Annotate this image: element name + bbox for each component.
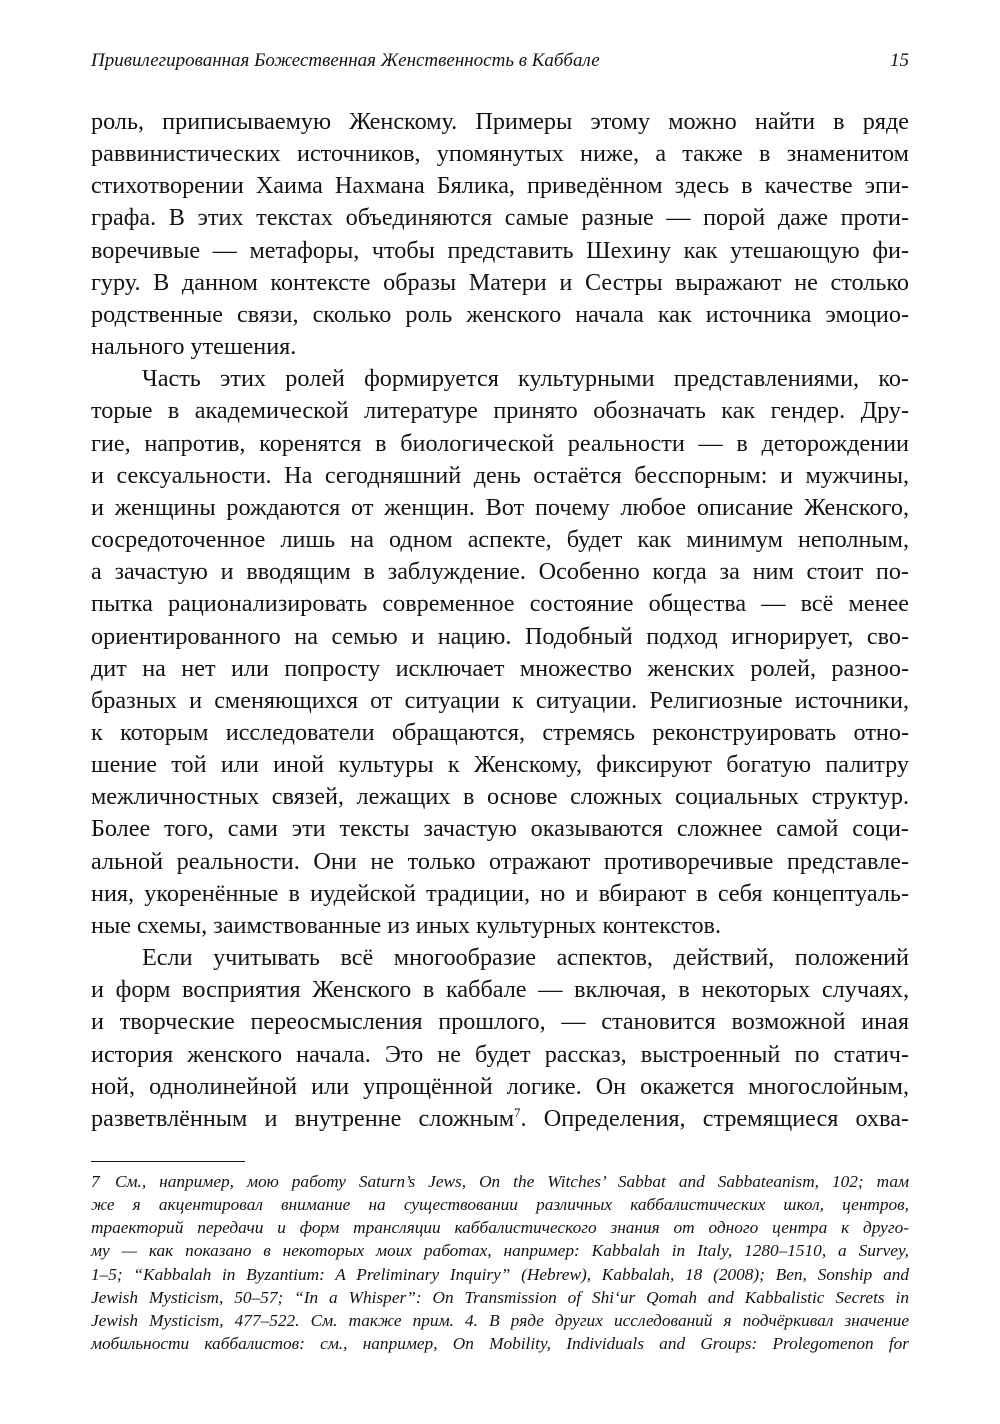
text-fragment: . Определения, стремящиеся охва-	[520, 1104, 909, 1132]
running-head-title: Привилегированная Божественная Женственность в Каббале	[91, 50, 600, 71]
text-line: история женского начала. Это не будет рассказ, выстроенный по статич-	[91, 1040, 909, 1068]
footnote-line: мобильности каббалистов: см., например, On Mobility, Individuals and Groups: Prolegomenon for	[91, 1334, 909, 1354]
footnote-reference[interactable]: 7	[514, 1104, 521, 1120]
text-line: воречивые — метафоры, чтобы представить Шехину как утешающую фи-	[91, 236, 909, 264]
footnote-line	[91, 1170, 909, 1193]
text-line: и сексуальности. На сегодняшний день остаётся бесспорным: и мужчины,	[91, 461, 909, 489]
text-line: гие, напротив, коренятся в биологической реальности — в деторождении	[91, 429, 909, 457]
text-line: а зачастую и вводящим в заблуждение. Особенно когда за ним стоит по-	[91, 558, 909, 586]
page-number: 15	[890, 50, 909, 71]
text-line: бразных и сменяющихся от ситуации к ситуации. Религиозные источники,	[91, 686, 909, 714]
text-line: и женщины рождаются от женщин. Вот почему любое описание Женского,	[91, 493, 909, 521]
paragraph-2	[91, 363, 909, 942]
footnote-line: му — как показано в некоторых моих работах, например: Kabbalah in Italy, 1280–1510, a Survey,	[91, 1241, 909, 1261]
text-line: Если учитывать всё многообразие аспектов, действий, положений	[142, 944, 909, 972]
footnote-line: Jewish Mysticism, 477–522. См. также прим. 4. В ряде других исследований я подчёркивал значение	[91, 1310, 909, 1330]
text-line: ные схемы, заимствованные из иных культурных контекстов.	[91, 911, 722, 939]
text-line: ния, укоренённые в иудейской традиции, но и вбирают в себя концептуаль-	[91, 879, 909, 907]
text-line: родственные связи, сколько роль женского начала как источника эмоцио-	[91, 300, 909, 328]
text-line: Часть этих ролей формируется культурными представлениями, ко-	[142, 365, 909, 393]
footnote-separator	[91, 1161, 245, 1162]
text-line: и творческие переосмысления прошлого, — становится возможной иная	[91, 1008, 909, 1036]
running-head	[91, 50, 909, 94]
footnote-line: траекторий передачи и форм трансляции каббалистического знания от одного центра к друго-	[91, 1218, 909, 1238]
text-fragment: разветвлённым и внутренне сложным	[91, 1104, 515, 1132]
text-line: раввинистических источников, упомянутых ниже, а также в знаменитом	[91, 140, 909, 168]
footnote-number: 7	[91, 1172, 100, 1191]
text-line: графа. В этих текстах объединяются самые разные — порой даже проти-	[91, 204, 909, 232]
text-line: шение той или иной культуры к Женскому, фиксируют богатую палитру	[91, 751, 909, 779]
main-text	[91, 106, 909, 1135]
text-line: торые в академической литературе принято обозначать как гендер. Дру-	[91, 397, 909, 425]
text-line: дит на нет или попросту исключает множество женских ролей, разноо-	[91, 654, 909, 682]
text-line: и форм восприятия Женского в каббале — включая, в некоторых случаях,	[91, 976, 909, 1004]
text-line: роль, приписываемую Женскому. Примеры этому можно найти в ряде	[91, 108, 909, 135]
text-line-with-note	[91, 1103, 909, 1135]
footnote-7	[91, 1170, 909, 1355]
paragraph-3	[91, 942, 909, 1135]
text-line: межличностных связей, лежащих в основе сложных социальных структур.	[91, 783, 909, 811]
footnote-line: Jewish Mysticism, 50–57; “In a Whisper”: On Transmission of Shi‘ur Qomah and Kabbalistic Secrets in	[91, 1287, 909, 1307]
footnote-line: же я акцентировал внимание на существовании различных каббалистических школ, центров,	[91, 1195, 909, 1215]
text-line: пытка рационализировать современное состояние общества — всё менее	[91, 590, 909, 618]
book-page	[91, 50, 909, 1355]
text-line: ориентированного на семью и нацию. Подобный подход игнорирует, сво-	[91, 622, 909, 650]
text-line: ной, однолинейной или упрощённой логике. Он окажется многослойным,	[91, 1072, 909, 1100]
text-line: Более того, сами эти тексты зачастую оказываются сложнее самой соци-	[91, 815, 909, 843]
text-line: альной реальности. Они не только отражают противоречивые представле-	[91, 847, 909, 875]
paragraph-1	[91, 106, 909, 363]
text-line: стихотворении Хаима Нахмана Бялика, приведённом здесь в качестве эпи-	[91, 172, 909, 200]
footnote-text: См., например, мою работу Saturn’s Jews, On the Witches’ Sabbat and Sabbateanism, 102; там	[115, 1172, 909, 1191]
text-line: к которым исследователи обращаются, стремясь реконструировать отно-	[91, 718, 909, 746]
text-line: сосредоточенное лишь на одном аспекте, будет как минимум неполным,	[91, 526, 909, 554]
text-line: нального утешения.	[91, 333, 297, 361]
text-line: гуру. В данном контексте образы Матери и Сестры выражают не столько	[91, 268, 909, 296]
footnote-line: 1–5; “Kabbalah in Byzantium: A Preliminary Inquiry” (Hebrew), Kabbalah, 18 (2008); Ben, Sonship and	[91, 1264, 909, 1284]
